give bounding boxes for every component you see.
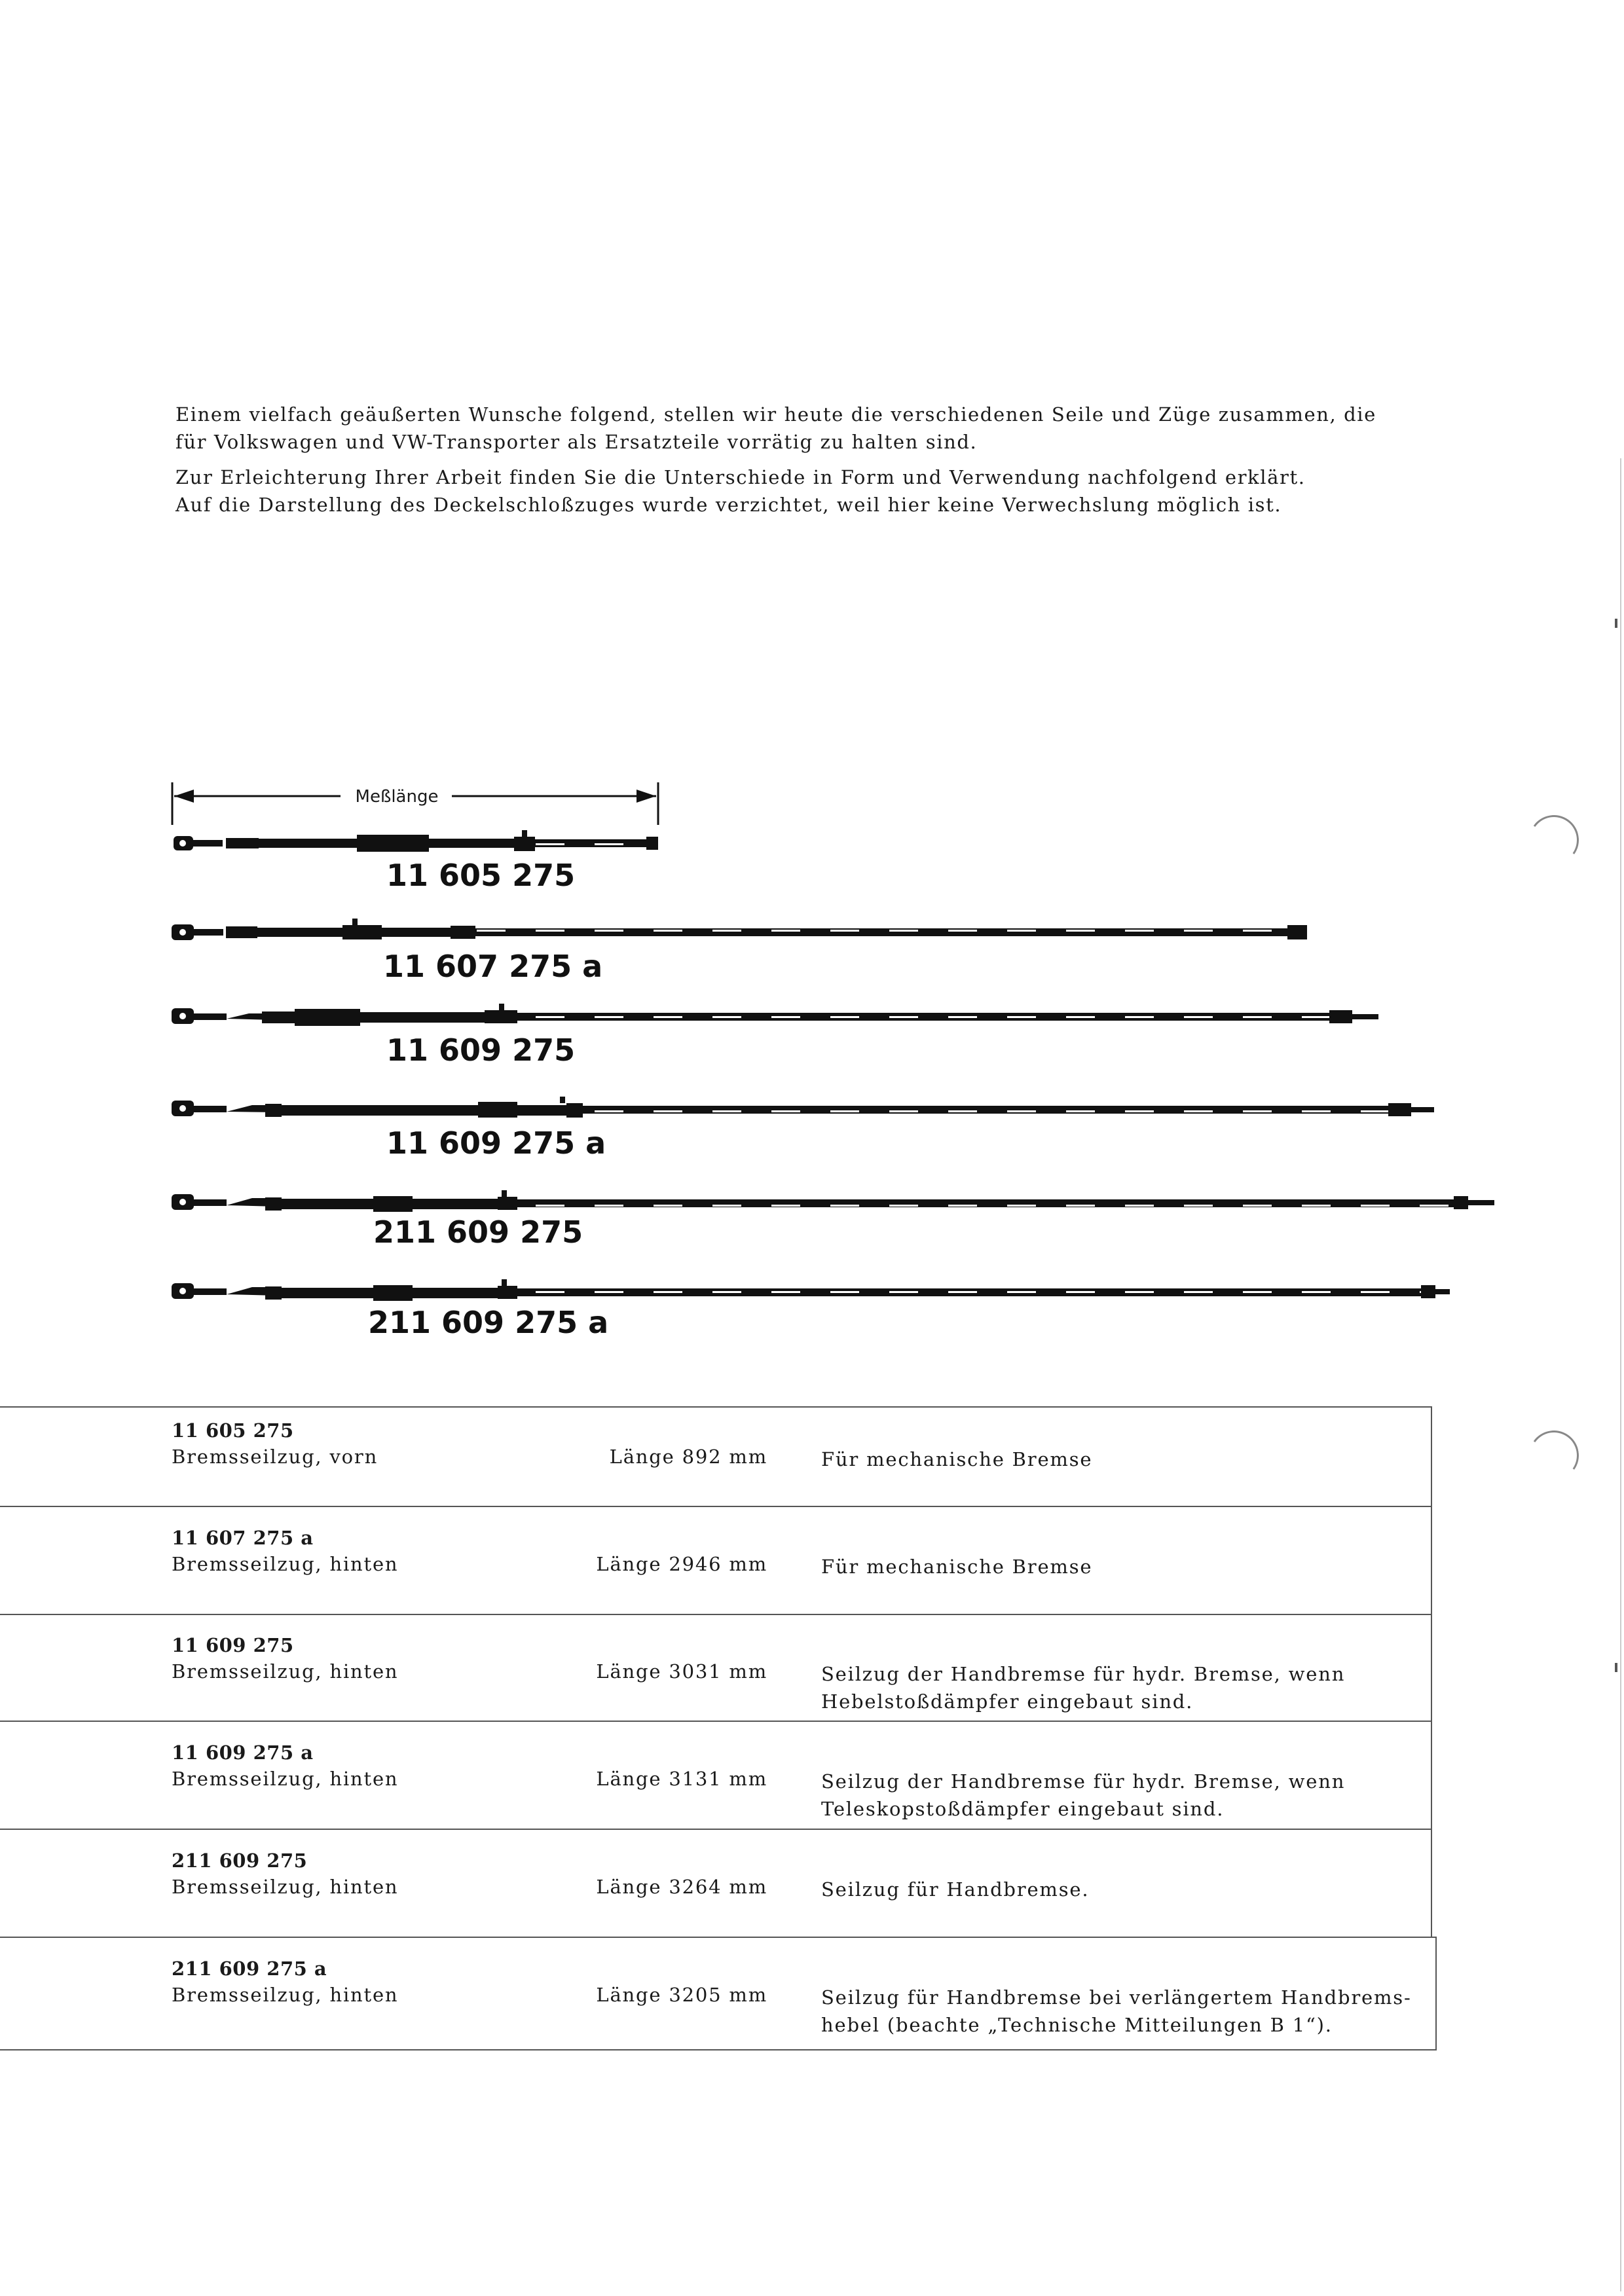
- measure-label: Meßlänge: [355, 787, 439, 807]
- measure-indicator: [172, 782, 658, 825]
- part-usage: [821, 1553, 1424, 1580]
- cable-number-2: 11 607 275 a: [383, 949, 603, 984]
- part-length: Länge 3205 mm: [596, 1984, 767, 2006]
- usage-line-1: Seilzug der Handbremse für hydr. Bremse, wenn: [821, 1770, 1346, 1793]
- page-edge: [1620, 458, 1621, 2291]
- part-length: Länge 3031 mm: [596, 1660, 767, 1683]
- usage-line-2: Teleskopstoßdämpfer eingebaut sind.: [821, 1798, 1225, 1820]
- part-length: Länge 892 mm: [609, 1446, 767, 1468]
- table-row: [0, 1628, 1441, 1732]
- part-length: Länge 3131 mm: [596, 1768, 767, 1790]
- cable-number-5: 211 609 275: [373, 1214, 583, 1250]
- cable-drawing-4: [172, 1097, 1434, 1118]
- cable-number-6: 211 609 275 a: [368, 1305, 609, 1340]
- part-length: Länge 3264 mm: [596, 1876, 767, 1898]
- usage-line-1: Seilzug für Handbremse bei verlängertem Handbrems-: [821, 1986, 1412, 2009]
- part-usage: [821, 1446, 1424, 1473]
- edge-tick-mark: [1615, 619, 1617, 628]
- part-usage: [821, 1876, 1424, 1903]
- cable-number-4: 11 609 275 a: [386, 1125, 606, 1161]
- edge-tick-mark: [1615, 1663, 1617, 1672]
- intro-line-4: Auf die Darstellung des Deckelschloßzuges wurde verzichtet, weil hier keine Verwechslung möglich ist.: [175, 494, 1282, 516]
- usage-line-1: Seilzug für Handbremse.: [821, 1878, 1090, 1901]
- usage-line-1: Für mechanische Bremse: [821, 1448, 1093, 1470]
- part-name: Bremsseilzug, hinten: [172, 1553, 399, 1575]
- part-usage: [821, 1984, 1424, 2039]
- part-number: 11 607 275 a: [172, 1527, 314, 1549]
- table-row: [0, 1413, 1441, 1518]
- usage-line-1: Seilzug der Handbremse für hydr. Bremse, wenn: [821, 1663, 1346, 1685]
- part-name: Bremsseilzug, vorn: [172, 1446, 378, 1468]
- part-number: 211 609 275 a: [172, 1958, 327, 1980]
- cable-number-3: 11 609 275: [386, 1032, 576, 1068]
- part-usage: [821, 1768, 1424, 1823]
- cable-drawing-2: [172, 919, 1307, 940]
- part-name: Bremsseilzug, hinten: [172, 1876, 399, 1898]
- part-name: Bremsseilzug, hinten: [172, 1660, 399, 1683]
- punch-hole-mark: [1525, 1427, 1583, 1484]
- table-row: [0, 1951, 1441, 2056]
- part-name: Bremsseilzug, hinten: [172, 1984, 399, 2006]
- table-top-border: [0, 1406, 1431, 1408]
- part-number: 11 605 275: [172, 1419, 294, 1442]
- part-length: Länge 2946 mm: [596, 1553, 767, 1575]
- usage-line-2: Hebelstoßdämpfer eingebaut sind.: [821, 1690, 1194, 1713]
- part-number: 11 609 275 a: [172, 1741, 314, 1764]
- usage-line-2: hebel (beachte „Technische Mitteilungen B 1“).: [821, 2014, 1333, 2036]
- table-row: [0, 1843, 1441, 1948]
- part-usage: [821, 1660, 1424, 1715]
- part-number: 211 609 275: [172, 1850, 308, 1872]
- cable-drawing-6: [172, 1279, 1450, 1301]
- intro-line-3: Zur Erleichterung Ihrer Arbeit finden Sie die Unterschiede in Form und Verwendung nachfolgend erklärt.: [175, 466, 1306, 488]
- table-row: [0, 1735, 1441, 1840]
- cable-drawing-5: [172, 1190, 1494, 1212]
- usage-line-1: Für mechanische Bremse: [821, 1556, 1093, 1578]
- intro-line-1: Einem vielfach geäußerten Wunsche folgend, stellen wir heute die verschiedenen Seile und Züge zusammen, die: [175, 403, 1376, 426]
- part-name: Bremsseilzug, hinten: [172, 1768, 399, 1790]
- cable-drawing-1: [174, 830, 658, 852]
- part-number: 11 609 275: [172, 1634, 294, 1656]
- cable-number-1: 11 605 275: [386, 858, 576, 893]
- cable-drawing-3: [172, 1004, 1378, 1026]
- table-row: [0, 1520, 1441, 1625]
- intro-line-2: für Volkswagen und VW-Transporter als Ersatzteile vorrätig zu halten sind.: [175, 431, 978, 453]
